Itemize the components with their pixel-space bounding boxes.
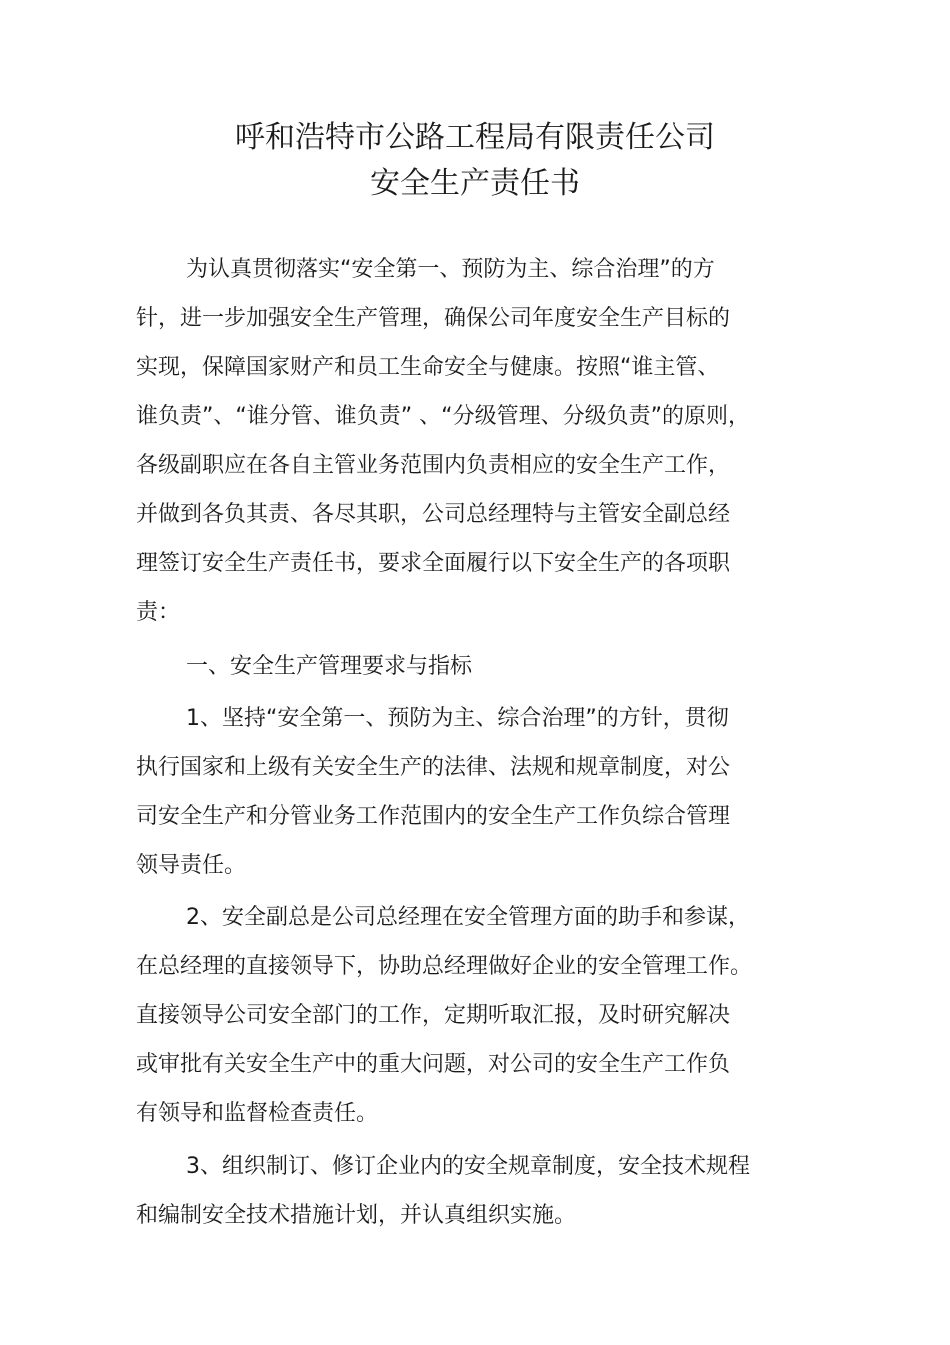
- paragraph-line: 谁负责”、“谁分管、谁负责” 、“分级管理、分级负责”的原则，: [136, 404, 750, 429]
- paragraph-line: 针，进一步加强安全生产管理，确保公司年度安全生产目标的: [136, 306, 731, 331]
- section-heading: 一、安全生产管理要求与指标: [186, 654, 473, 679]
- paragraph-line: 有领导和监督检查责任。: [136, 1101, 379, 1126]
- document-title: 呼和浩特市公路工程局有限责任公司: [235, 120, 715, 155]
- paragraph-line: 3、组织制订、修订企业内的安全规章制度，安全技术规程: [186, 1154, 750, 1179]
- paragraph-line: 或审批有关安全生产中的重大问题，对公司的安全生产工作负: [136, 1052, 731, 1077]
- paragraph-line: 执行国家和上级有关安全生产的法律、法规和规章制度，对公: [136, 755, 731, 780]
- paragraph-line: 为认真贯彻落实“安全第一、预防为主、综合治理”的方: [186, 257, 715, 282]
- paragraph-line: 责：: [136, 600, 181, 625]
- paragraph-line: 实现，保障国家财产和员工生命安全与健康。按照“谁主管、: [136, 355, 720, 380]
- paragraph-line: 并做到各负其责、各尽其职，公司总经理特与主管安全副总经: [136, 502, 731, 527]
- paragraph-line: 直接领导公司安全部门的工作，定期听取汇报，及时研究解决: [136, 1003, 731, 1028]
- paragraph-line: 在总经理的直接领导下，协助总经理做好企业的安全管理工作。: [136, 954, 753, 979]
- paragraph-line: 1、坚持“安全第一、预防为主、综合治理”的方针，贯彻: [186, 706, 729, 731]
- paragraph-line: 司安全生产和分管业务工作范围内的安全生产工作负综合管理: [136, 804, 731, 829]
- paragraph-line: 各级副职应在各自主管业务范围内负责相应的安全生产工作，: [136, 453, 731, 478]
- paragraph-line: 2、安全副总是公司总经理在安全管理方面的助手和参谋，: [186, 905, 750, 930]
- document-subtitle: 安全生产责任书: [370, 166, 580, 201]
- paragraph-line: 和编制安全技术措施计划，并认真组织实施。: [136, 1203, 577, 1228]
- paragraph-line: 理签订安全生产责任书，要求全面履行以下安全生产的各项职: [136, 551, 731, 576]
- paragraph-line: 领导责任。: [136, 853, 247, 878]
